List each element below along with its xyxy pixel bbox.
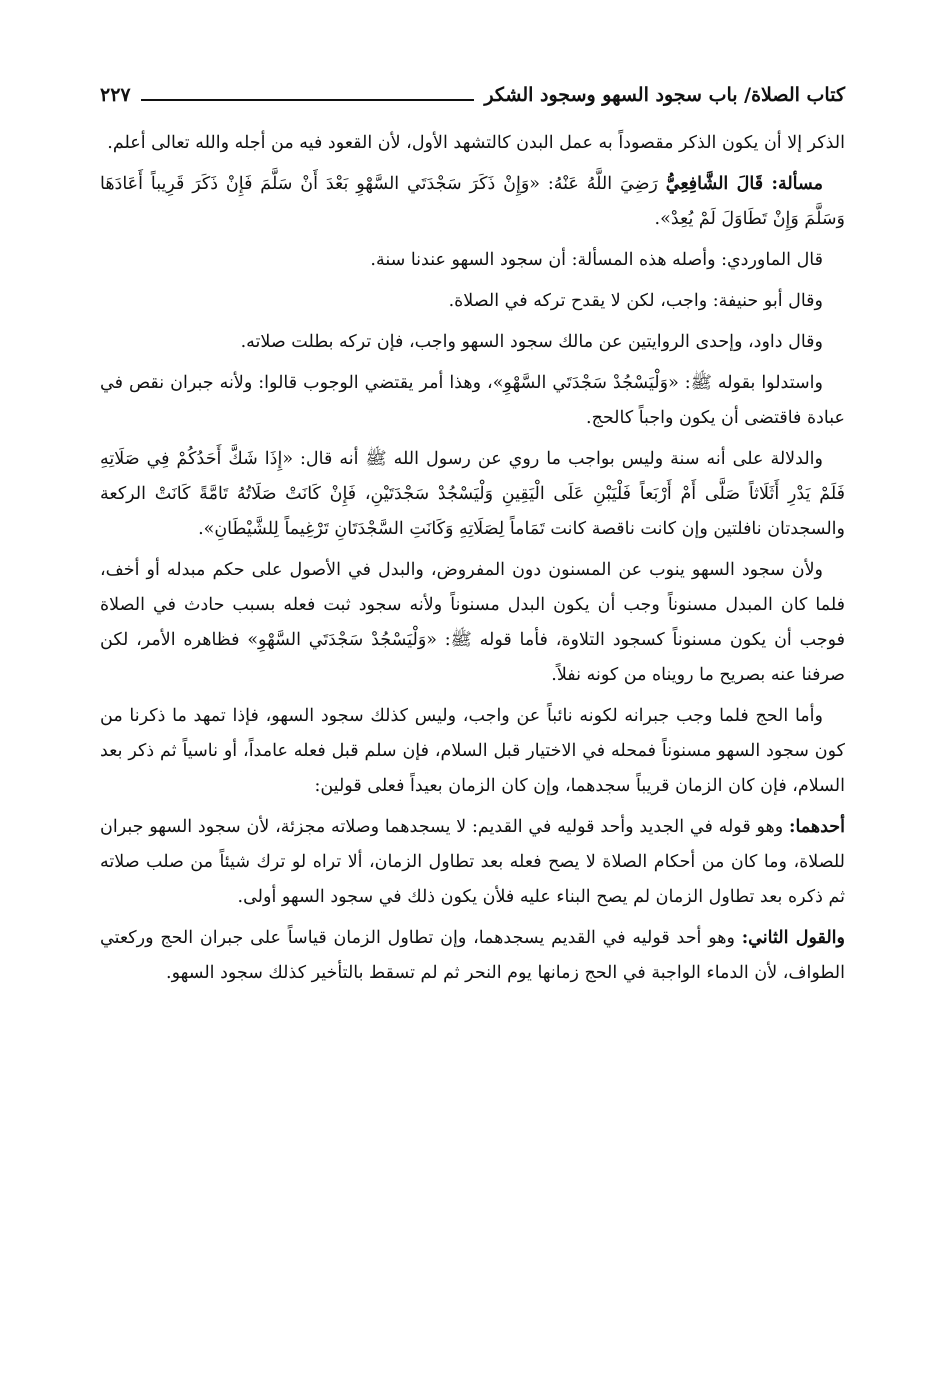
paragraph-4: وقال أبو حنيفة: واجب، لكن لا يقدح تركه في الصلاة. [448, 291, 823, 311]
document-page [100, 78, 845, 997]
first-opinion-label: أحدهما: [788, 817, 845, 837]
page-body [100, 126, 845, 991]
paragraph-2 [100, 167, 845, 237]
issue-label: مسألة: قَالَ الشَّافِعِيُّ [665, 174, 823, 194]
paragraph-9: وأما الحج فلما وجب جبرانه لكونه نائباً عن واجب، وليس كذلك سجود السهو، فإذا تمهد ما ذكرنا من كون سجود السهو مسنوناً فمحله في الاختيار قبل السلام، فإن سلم قبل فعله عامداً، أو ناسياً ثم ذكر بعد السلام، فإن كان الزمان قريباً سجدهما، وإن كان الزمان بعيداً فعلى قولين: [100, 706, 845, 796]
paragraph-1: الذكر إلا أن يكون الذكر مقصوداً به عمل البدن كالتشهد الأول، لأن القعود فيه من أجله والله تعالى أعلم. [107, 133, 845, 153]
paragraph-10 [100, 810, 845, 915]
first-opinion-text: وهو قوله في الجديد وأحد قوليه في القديم: لا يسجدهما وصلاته مجزئة، لأن سجود السهو جبران للصلاة، وما كان من أحكام الصلاة لا يصح فعله بعد تطاول الزمان، ألا تراه لو ترك شيئاً من صلب صلاته ثم ذكره بعد تطاول الزمان لم يصح البناء عليه فلأن يكون ذلك في سجود السهو أولى. [100, 817, 845, 907]
paragraph-6: واستدلوا بقوله ﷺ: «وَلْيَسْجُدْ سَجْدَتَي السَّهْوِ»، وهذا أمر يقتضي الوجوب قالوا: ولأنه جبران نقص في عبادة فاقتضى أن يكون واجباً كالحج. [100, 373, 845, 428]
second-opinion-text: وهو أحد قوليه في القديم يسجدهما، وإن تطاول الزمان قياساً على جبران الحج وركعتي الطواف، لأن الدماء الواجبة في الحج زمانها يوم النحر ثم لم تسقط بالتأخير كذلك سجود السهو. [100, 928, 845, 983]
second-opinion-label: والقول الثاني: [741, 928, 845, 948]
issue-text: رَضِيَ اللَّهُ عَنْهُ: «وَإِنْ ذَكَرَ سَجْدَتَي السَّهْوِ بَعْدَ أَنْ سَلَّمَ فَإِنْ ذَكَرَ قَرِيباً أَعَادَهَا وَسَلَّمَ وَإِنْ تَطَاوَلَ لَمْ يُعِدْ». [100, 174, 845, 229]
paragraph-8: ولأن سجود السهو ينوب عن المسنون دون المفروض، والبدل في الأصول على حكم مبدله أو أخف، فلما كان المبدل مسنوناً وجب أن يكون البدل مسنوناً ولأنه سجود ثبت فعله بسبب حادث في الصلاة فوجب أن يكون مسنوناً كسجود التلاوة، فأما قوله ﷺ: «وَلْيَسْجُدْ سَجْدَتَي السَّهْوِ» فظاهره الأمر، لكن صرفنا عنه بصريح ما رويناه من كونه نفلاً. [100, 560, 845, 685]
page-number: ٢٢٧ [100, 84, 131, 106]
header-rule [141, 99, 475, 101]
chapter-title: كتاب الصلاة/ باب سجود السهو وسجود الشكر [484, 84, 845, 106]
paragraph-3: قال الماوردي: وأصله هذه المسألة: أن سجود السهو عندنا سنة. [370, 250, 823, 270]
paragraph-11 [100, 921, 845, 991]
paragraph-7: والدلالة على أنه سنة وليس بواجب ما روي عن رسول الله ﷺ أنه قال: «إِذَا شَكَّ أَحَدُكُمْ فِي صَلَاتِهِ فَلَمْ يَدْرِ أَثَلَاثاً صَلَّى أَمْ أَرْبَعاً فَلْيَبْنِ عَلَى الْيَقِينِ وَلْيَسْجُدْ سَجْدَتَيْنِ، فَإِنْ كَانَتْ صَلَاتُهُ تَامَّةً كَانَتْ الركعة والسجدتان نافلتين وإن كانت ناقصة كانت تَمَاماً لِصَلَاتِهِ وَكَانَتِ السَّجْدَتَانِ تَرْغِيماً لِلشَّيْطَانِ». [100, 449, 845, 539]
paragraph-5: وقال داود، وإحدى الروايتين عن مالك سجود السهو واجب، فإن تركه بطلت صلاته. [240, 332, 823, 352]
running-header [100, 78, 845, 108]
